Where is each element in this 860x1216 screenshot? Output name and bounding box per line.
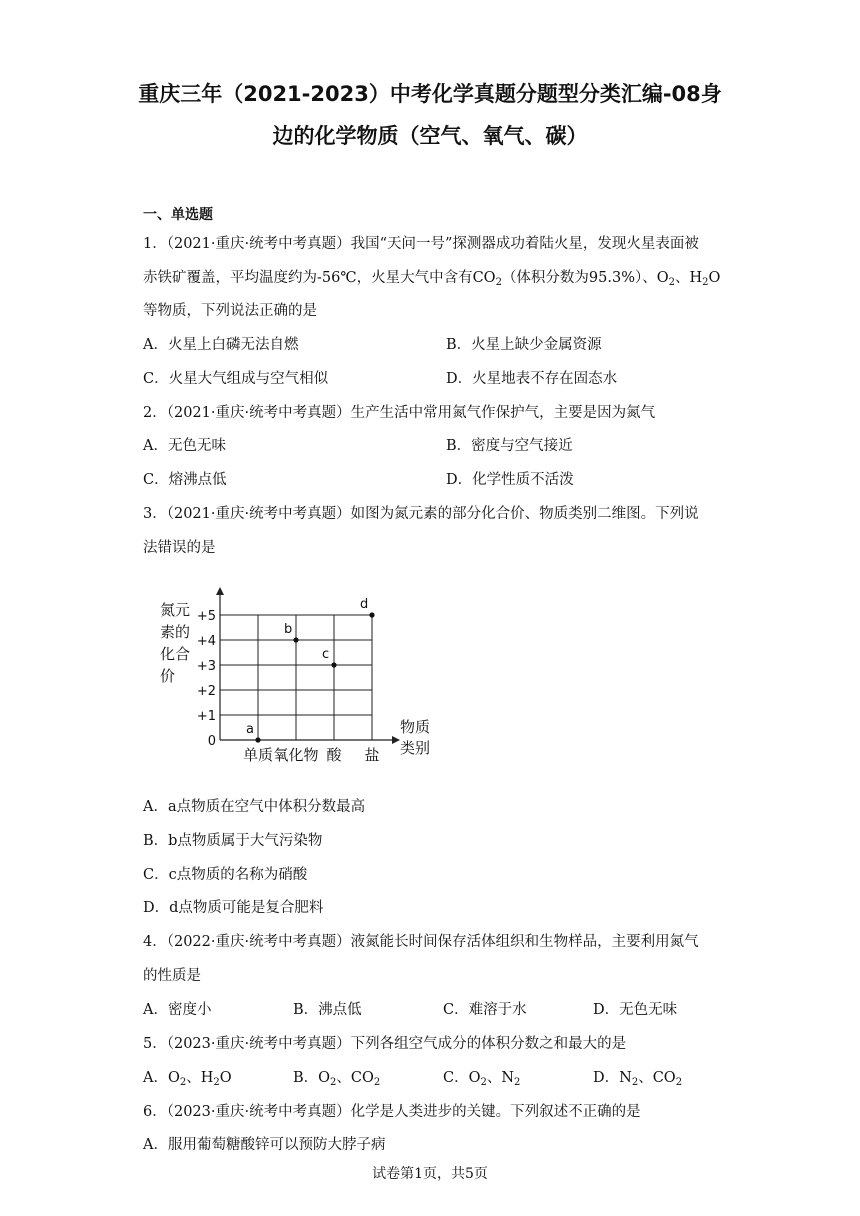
q1-option-b: B．火星上缺少金属资源 bbox=[446, 337, 602, 353]
q2-option-c: C．熔沸点低 bbox=[143, 472, 227, 488]
q3-option-b: B．b点物质属于大气污染物 bbox=[143, 833, 323, 849]
y-tick-label: +5 bbox=[196, 609, 216, 624]
data-point-b bbox=[293, 637, 298, 642]
data-point-label-c: c bbox=[322, 647, 330, 662]
nitrogen-valence-chart bbox=[150, 585, 440, 770]
q3-stem-line2: 法错误的是 bbox=[143, 540, 216, 556]
chart-ylabel bbox=[160, 601, 190, 685]
section-heading: 一、单选题 bbox=[143, 207, 213, 223]
q2-option-d: D．化学性质不活泼 bbox=[446, 472, 574, 488]
x-tick-label: 酸 bbox=[326, 746, 342, 764]
y-axis-label: 氮元 bbox=[160, 601, 191, 619]
q3-option-c: C．c点物质的名称为硝酸 bbox=[143, 867, 308, 883]
data-point-a bbox=[255, 737, 260, 742]
q6-stem: 6．（2023·重庆·统考中考真题）化学是人类进步的关键。下列叙述不正确的是 bbox=[143, 1104, 641, 1120]
q4-stem-line2: 的性质是 bbox=[143, 968, 201, 984]
x-tick-label: 盐 bbox=[364, 746, 380, 764]
q5-option-c: C．$O_2$、$N_2$ bbox=[443, 1070, 521, 1088]
q2-stem: 2．（2021·重庆·统考中考真题）生产生活中常用氮气作保护气，主要是因为氮气 bbox=[143, 405, 656, 421]
y-tick-label: 0 bbox=[207, 734, 216, 749]
y-tick-label: +1 bbox=[196, 709, 216, 724]
data-point-label-a: a bbox=[246, 722, 254, 737]
chart-points bbox=[246, 597, 375, 743]
x-axis-label: 类别 bbox=[400, 739, 431, 757]
q1-stem-line1: 1．（2021·重庆·统考中考真题）我国“天问一号”探测器成功着陆火星，发现火星表面被 bbox=[143, 236, 699, 252]
q1-option-c: C．火星大气组成与空气相似 bbox=[143, 371, 329, 387]
data-point-d bbox=[369, 612, 374, 617]
q4-stem-line1: 4．（2022·重庆·统考中考真题）液氮能长时间保存活体组织和生物样品，主要利用氮气 bbox=[143, 934, 699, 950]
page-footer: 试卷第1页，共5页 bbox=[372, 1166, 488, 1182]
q4-option-a: A．密度小 bbox=[143, 1002, 212, 1018]
x-tick-label: 氧化物 bbox=[273, 746, 319, 764]
q6-option-a: A．服用葡萄糖酸锌可以预防大脖子病 bbox=[143, 1137, 386, 1153]
document-title-line1: 重庆三年（2021-2023）中考化学真题分题型分类汇编-08身 bbox=[138, 82, 722, 106]
chart-yticks bbox=[197, 609, 216, 749]
x-axis-label: 物质 bbox=[400, 718, 431, 736]
q4-option-c: C．难溶于水 bbox=[443, 1002, 527, 1018]
chart-xlabel bbox=[400, 718, 430, 757]
q3-option-a: A．a点物质在空气中体积分数最高 bbox=[143, 799, 366, 815]
y-tick-label: +4 bbox=[196, 634, 216, 649]
q3-option-d: D．d点物质可能是复合肥料 bbox=[143, 900, 324, 916]
q5-option-d: D．$N_2$、$CO_2$ bbox=[593, 1070, 683, 1088]
data-point-c bbox=[331, 662, 336, 667]
q5-stem: 5．（2023·重庆·统考中考真题）下列各组空气成分的体积分数之和最大的是 bbox=[143, 1036, 627, 1052]
q1-stem-line3: 等物质，下列说法正确的是 bbox=[143, 303, 317, 319]
data-point-label-b: b bbox=[284, 622, 293, 637]
x-tick-label: 单质 bbox=[242, 746, 274, 764]
y-axis-label: 化合 bbox=[160, 645, 191, 663]
y-axis-label: 价 bbox=[160, 667, 176, 685]
q4-option-d: D．无色无味 bbox=[593, 1002, 678, 1018]
y-tick-label: +3 bbox=[196, 659, 216, 674]
q5-option-a: A．$O_2$、$H_2O$ bbox=[143, 1070, 232, 1088]
q3-stem-line1: 3．（2021·重庆·统考中考真题）如图为氮元素的部分化合价、物质类别二维图。下列说 bbox=[143, 506, 699, 522]
q1-option-a: A．火星上白磷无法自燃 bbox=[143, 337, 299, 353]
q2-option-a: A．无色无味 bbox=[143, 438, 226, 454]
q1-stem-line2: 赤铁矿覆盖，平均温度约为-56℃，火星大气中含有$CO_2$（体积分数为95.3%）、$O_2$、$H_2O$ bbox=[143, 270, 721, 288]
q1-option-d: D．火星地表不存在固态水 bbox=[446, 371, 618, 387]
q4-option-b: B．沸点低 bbox=[293, 1002, 362, 1018]
y-tick-label: +2 bbox=[196, 684, 216, 699]
chart-xticks bbox=[243, 746, 380, 764]
y-axis-label: 素的 bbox=[160, 623, 191, 641]
chart-grid bbox=[220, 615, 372, 740]
q5-option-b: B．$O_2$、$CO_2$ bbox=[293, 1070, 381, 1088]
document-title-line2: 边的化学物质（空气、氧气、碳） bbox=[272, 124, 588, 148]
q2-option-b: B．密度与空气接近 bbox=[446, 438, 573, 454]
x-axis-arrow bbox=[392, 736, 400, 744]
y-axis-arrow bbox=[216, 587, 224, 595]
data-point-label-d: d bbox=[360, 597, 369, 612]
